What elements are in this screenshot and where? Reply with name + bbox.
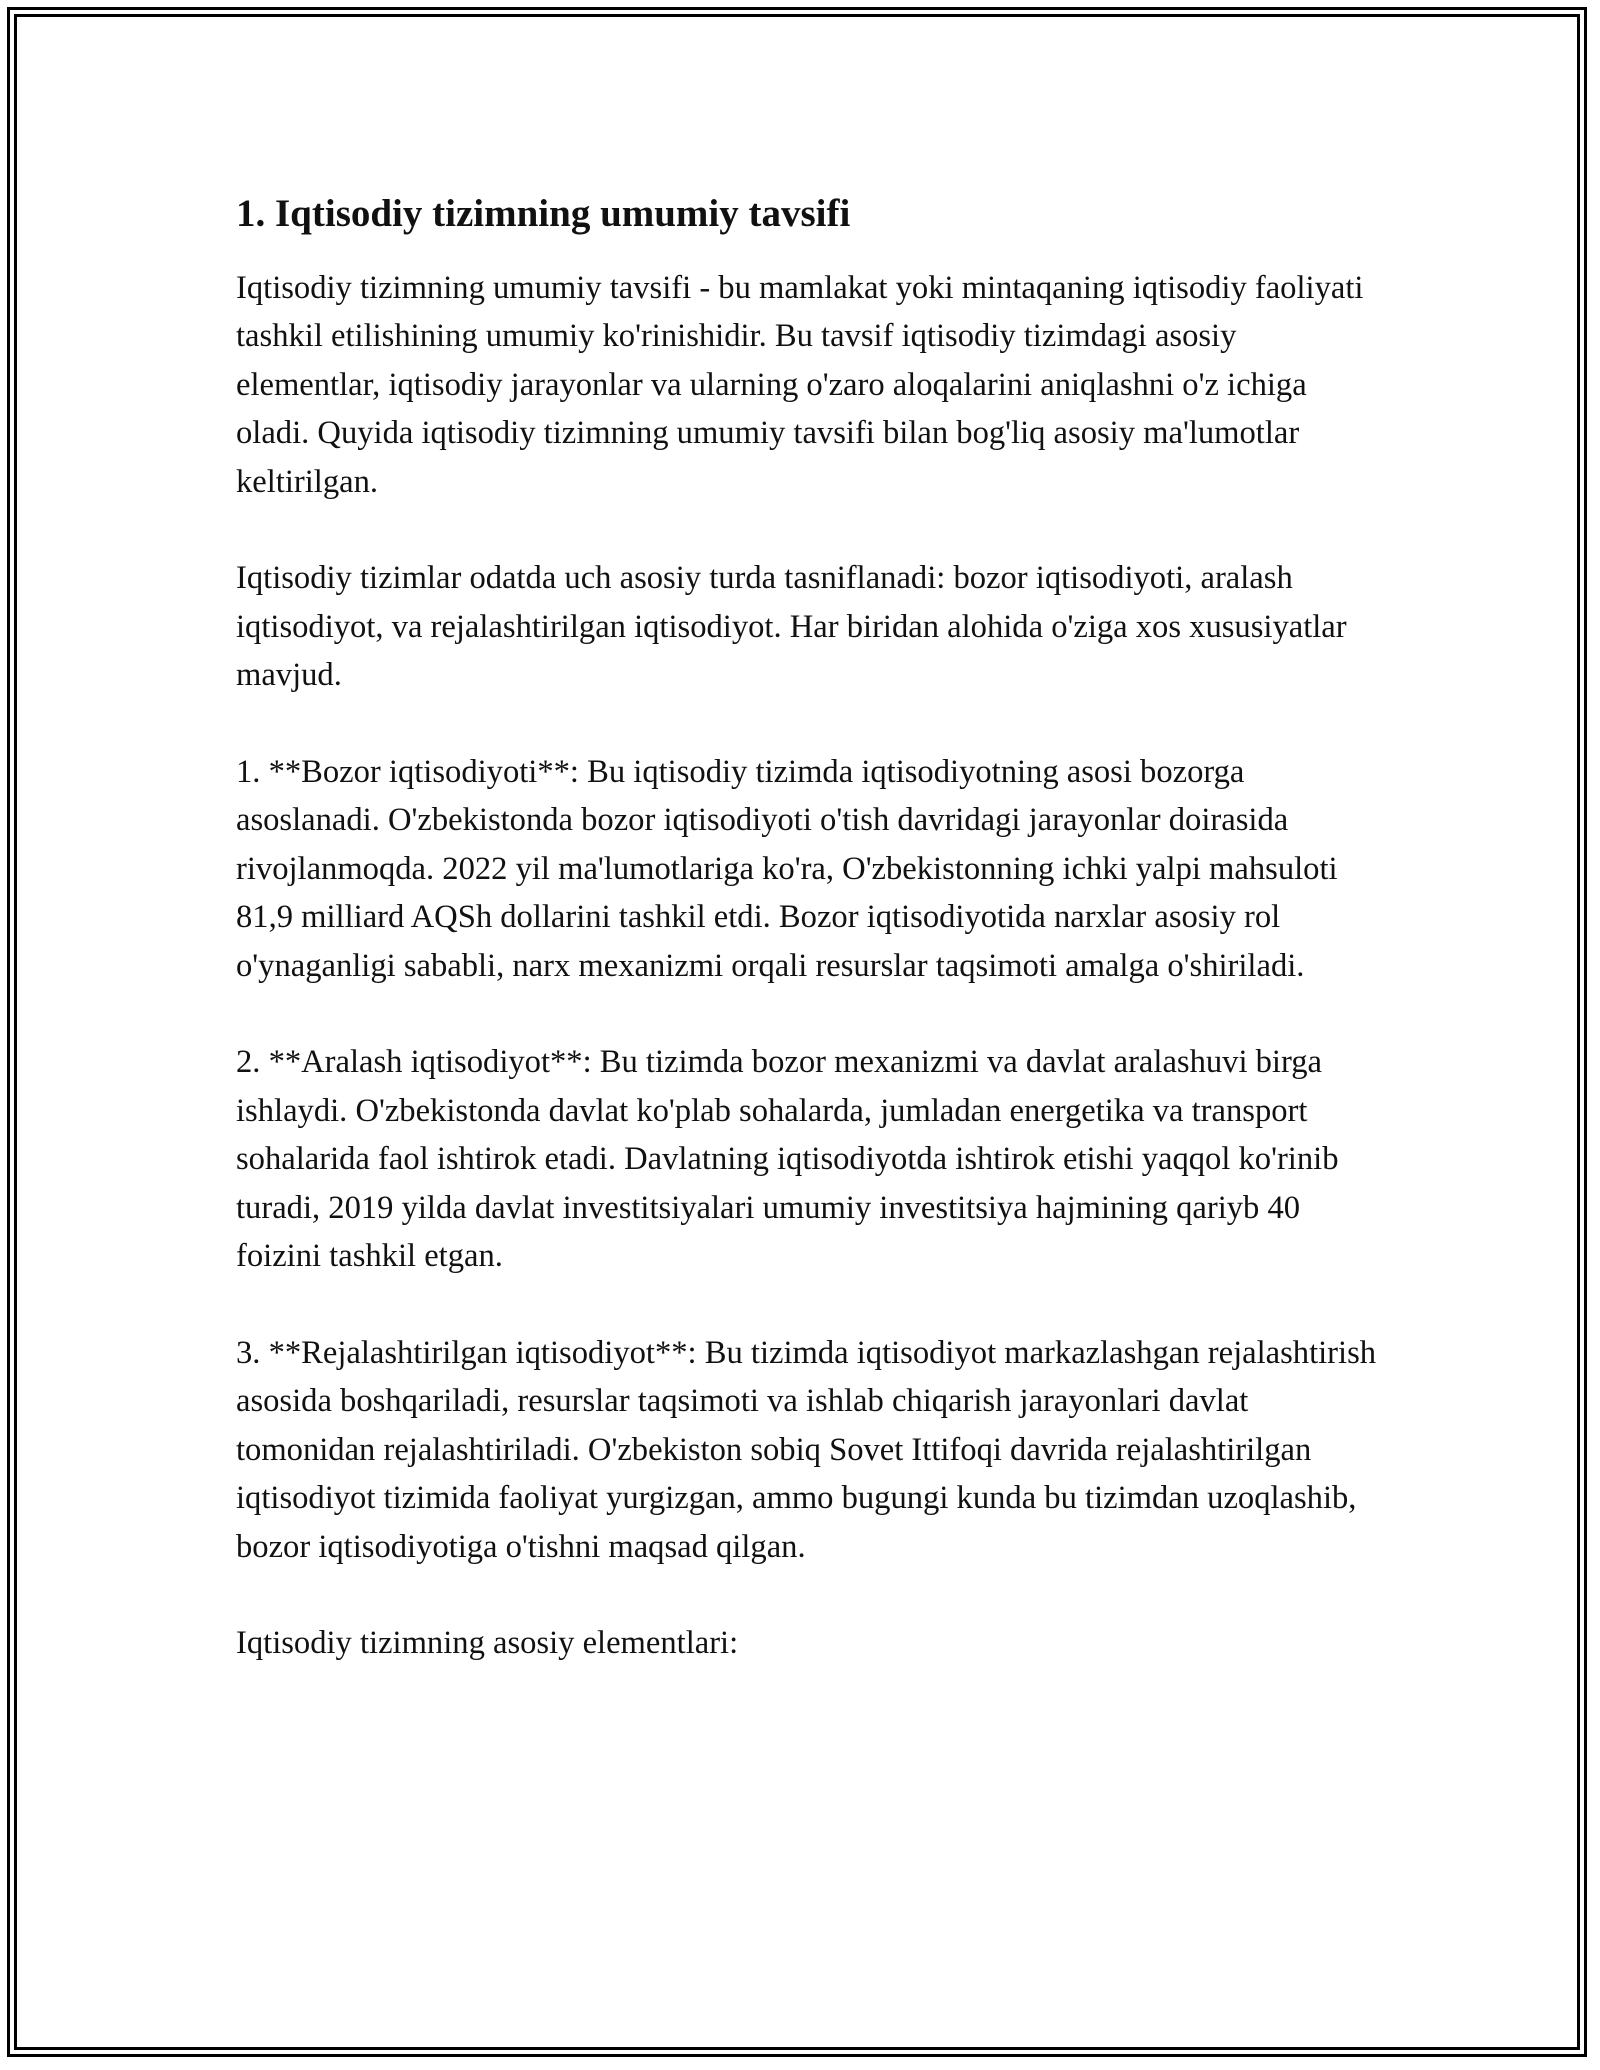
paragraph-mixed-economy: 2. **Aralash iqtisodiyot**: Bu tizimda bozor mexanizmi va davlat aralashuvi birga ishlaydi. O'zbekistonda davlat ko'plab sohalarda, jumladan energetika va transport sohalarida faol ishtirok etadi. Davlatning iqtisodiyotda ishtirok etishi yaqqol ko'rinib turadi, 2019 yilda davlat investitsiyalari umumiy investitsiya hajmining qariyb 40 foizini tashkil etgan. <box>236 1044 1339 1275</box>
paragraph-intro: Iqtisodiy tizimning umumiy tavsifi - bu mamlakat yoki mintaqaning iqtisodiy faoliyati tashkil etilishining umumiy ko'rinishidir. Bu tavsif iqtisodiy tizimdagi asosiy elementlar, iqtisodiy jarayonlar va ularning o'zaro aloqalarini aniqlashni o'z ichiga oladi. Quyida iqtisodiy tizimning umumiy tavsifi bilan bog'liq asosiy ma'lumotlar keltirilgan. <box>236 270 1364 500</box>
document-body <box>236 186 1386 1716</box>
paragraph-classification: Iqtisodiy tizimlar odatda uch asosiy turda tasniflanadi: bozor iqtisodiyoti, aralash iqtisodiyot, va rejalashtirilgan iqtisodiyot. Har biridan alohida o'ziga xos xususiyatlar mavjud. <box>236 560 1347 694</box>
paragraph-planned-economy: 3. **Rejalashtirilgan iqtisodiyot**: Bu tizimda iqtisodiyot markazlashgan rejalashtirish asosida boshqariladi, resurslar taqsimoti va ishlab chiqarish jarayonlari davlat tomonidan rejalashtiriladi. O'zbekiston sobiq Sovet Ittifoqi davrida rejalashtirilgan iqtisodiyot tizimida faoliyat yurgizgan, ammo bugungi kunda bu tizimdan uzoqlashib, bozor iqtisodiyotiga o'tishni maqsad qilgan. <box>236 1334 1377 1565</box>
section-heading: 1. Iqtisodiy tizimning umumiy tavsifi <box>236 192 851 235</box>
paragraph-elements-intro: Iqtisodiy tizimning asosiy elementlari: <box>236 1625 739 1662</box>
paragraph-market-economy: 1. **Bozor iqtisodiyoti**: Bu iqtisodiy tizimda iqtisodiyotning asosi bozorga asoslanadi. O'zbekistonda bozor iqtisodiyoti o'tish davridagi jarayonlar doirasida rivojlanmoqda. 2022 yil ma'lumotlariga ko'ra, O'zbekistonning ichki yalpi mahsuloti 81,9 milliard AQSh dollarini tashkil etdi. Bozor iqtisodiyotida narxlar asosiy rol o'ynaganligi sababli, narx mexanizmi orqali resurslar taqsimoti amalga o'shiriladi. <box>236 754 1338 984</box>
